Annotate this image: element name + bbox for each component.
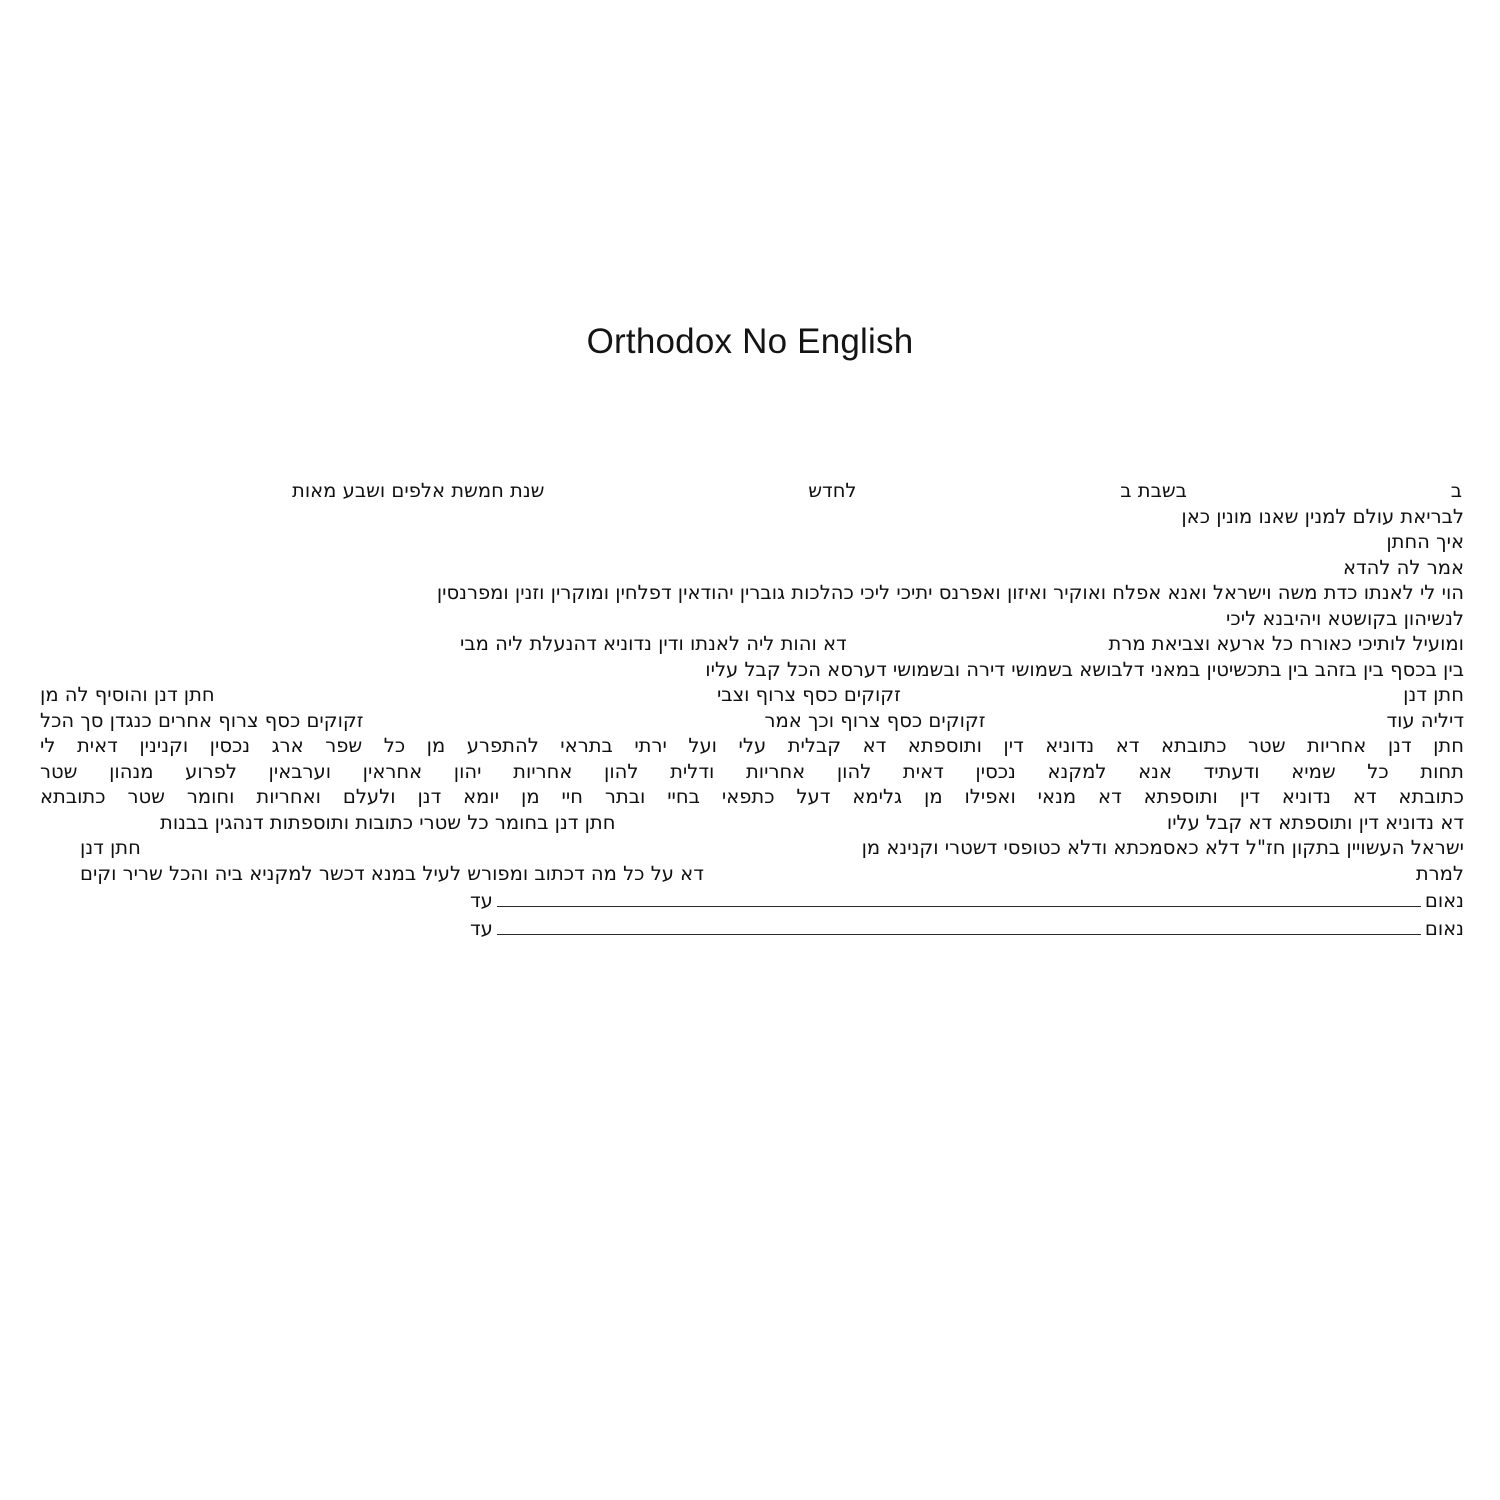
text-line-final-row [40, 861, 1464, 887]
witness-signature-line-1[interactable] [497, 906, 1421, 907]
witness-label-2: נאום [1424, 916, 1464, 940]
text-line-said-to-her: אמר לה להדא [1342, 555, 1464, 579]
text-line-bride-consent-row [40, 631, 1464, 657]
sum-row-2-right: דיליה עוד [1386, 708, 1464, 732]
witness-ed-2: עד [470, 916, 493, 940]
text-line-groom: איך החתן [1386, 530, 1464, 553]
text-line-sum-row-2 [40, 708, 1464, 734]
date-day-prefix: ב [1450, 479, 1462, 502]
text-line-wives-truth: לנשיהון בקושטא ויהיבנא ליכי [1226, 606, 1464, 630]
text-line-marriage-declaration: הוי לי לאנתו כדת משה וישראל ואנא אפלח ואוקיר ואיזון ואפרנס יתיכי ליכי כהלכות גוברין יהודאין דפלחין ומוקרין וזנין ומפרנסין [436, 581, 1464, 604]
text-paragraph-line-2: תחות כל שמיא ודעתיד אנא למקנא נכסין דאית להון אחריות ודלית להון אחריות יהון אחראין וערבאין לפרוע מנהון שטר [40, 759, 1464, 783]
acceptance-left: חתן דנן בחומר כל שטרי כתובות ותוספתות דנהגין בבנות [160, 810, 616, 834]
sum-row-2-left: זקוקים כסף צרוף אחרים כנגדן סך הכל [40, 708, 364, 732]
text-line-acceptance-row [40, 810, 1464, 836]
date-month: לחדש [808, 479, 857, 502]
witness-signature-row-2[interactable] [40, 916, 1464, 942]
text-line-dowry-intro: דא והות ליה לאנתו ודין נדוניא דהנעלת ליה מבי [460, 632, 847, 655]
text-paragraph-line-1: חתן דנן אחריות שטר כתובתא דא נדוניא דין ותוספתא דא קבלית עלי ועל ירתי בתראי להתפרע מן כל שפר ארג נכסין וקנינין דאית לי [40, 734, 1464, 757]
sum-row-1-left: חתן דנן והוסיף לה מן [40, 683, 215, 706]
date-weekday: בשבת ב [1120, 479, 1187, 502]
custom-right: ישראל העשויין בתקון חז"ל דלא כאסמכתא ודלא כטופסי דשטרי וקנינא מן [861, 836, 1464, 859]
date-row [40, 478, 1464, 504]
text-paragraph-line-3: כתובתא דא נדוניא דין ותוספתא דא מנאי ואפילו מן גלימא דעל כתפאי בחיי ובתר חיי מן יומא דנן ולעלם ואחריות וחומר שטר כתובתא [40, 785, 1464, 808]
final-right: למרת [1415, 861, 1464, 885]
acceptance-right: דא נדוניא דין ותוספתא דא קבל עליו [1166, 810, 1464, 834]
final-left: דא על כל מה דכתוב ומפורש לעיל במנא דכשר למקניא ביה והכל שריר וקים [80, 861, 704, 885]
sum-row-1-right: חתן דנן [1403, 683, 1464, 706]
text-line-bride-consent: ומועיל לותיכי כאורח כל ארעא וצביאת מרת [1108, 632, 1464, 655]
text-line-dowry-items: בין בכסף בין בזהב בין בתכשיטין במאני דלבושא בשמושי דירה ובשמושי דערסא הכל קבל עליו [705, 657, 1464, 681]
custom-left: חתן דנן [80, 836, 141, 859]
witness-signature-line-2[interactable] [497, 934, 1421, 935]
text-line-sum-row-1 [40, 682, 1464, 708]
sum-row-1-middle: זקוקים כסף צרוף וצבי [716, 683, 901, 706]
text-line-custom-row [40, 835, 1464, 861]
witness-signature-row-1[interactable] [40, 888, 1464, 914]
date-year: שנת חמשת אלפים ושבע מאות [292, 479, 545, 502]
ketubah-text-body [40, 478, 1464, 941]
text-line-creation: לבריאת עולם למנין שאנו מונין כאן [1181, 504, 1464, 528]
sum-row-2-middle: זקוקים כסף צרוף וכך אמר [764, 708, 986, 732]
page-title: Orthodox No English [586, 322, 914, 361]
witness-ed-1: עד [470, 889, 493, 912]
witness-label-1: נאום [1424, 889, 1464, 912]
